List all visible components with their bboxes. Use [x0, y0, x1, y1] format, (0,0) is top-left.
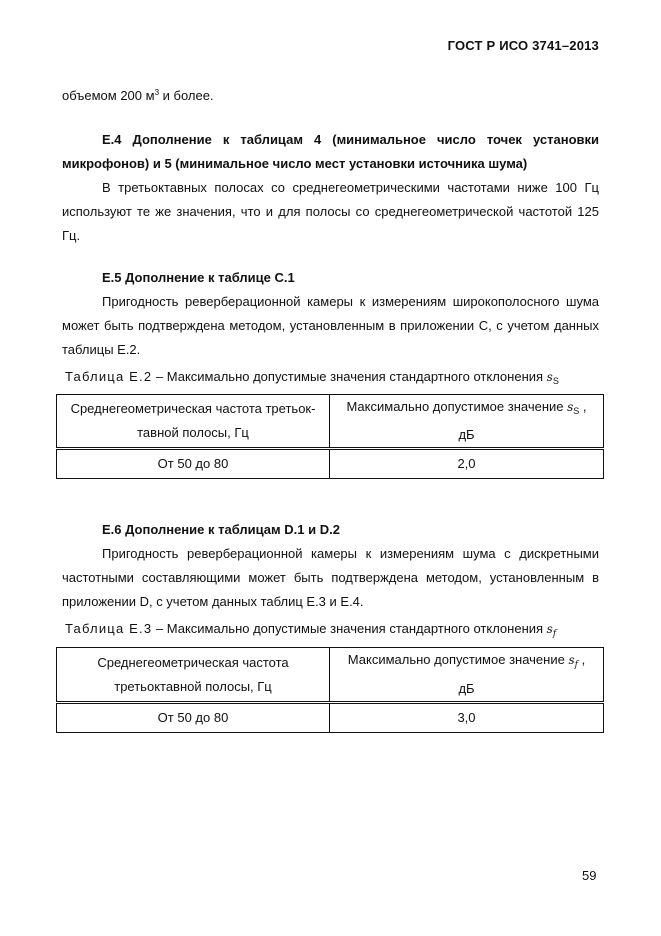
table-e2 — [56, 394, 604, 479]
table-e2-symbol: s — [546, 370, 553, 384]
table-e2-col1-header: Среднегеометрическая частота третьок-тавной полосы, Гц — [57, 395, 330, 449]
table-e2-col2-unit: дБ — [458, 427, 475, 442]
table-e3-col2-symbol: s — [568, 653, 575, 667]
page-number: 59 — [582, 868, 597, 883]
table-e2-col2-symbol-sub: S — [573, 406, 580, 416]
table-e2-freq-cell: От 50 до 80 — [57, 449, 330, 479]
table-e2-caption-label: Таблица Е.2 — [65, 369, 153, 384]
table-e3 — [56, 647, 604, 733]
table-e3-col2-unit: дБ — [458, 681, 475, 696]
table-e3-freq-cell: От 50 до 80 — [57, 703, 330, 733]
table-e3-caption-text: – Максимально допустимые значения стандартного отклонения — [152, 621, 547, 636]
table-e2-caption — [65, 369, 559, 386]
table-e3-symbol: s — [546, 622, 553, 636]
table-e2-value-cell: 2,0 — [330, 449, 604, 479]
table-e2-header-row — [57, 395, 604, 449]
table-e3-caption-label: Таблица Е.3 — [65, 621, 153, 636]
section-e5-body: Пригодность реверберационной камеры к измерениям широкополосного шума может быть подтверждена методом, установленным в приложении С, с учетом данных таблицы Е.2. — [62, 294, 599, 357]
table-e2-col2-symbol: s — [567, 400, 574, 414]
table-e2-caption-text: – Максимально допустимые значения стандартного отклонения — [152, 369, 547, 384]
intro-tail: и более. — [159, 88, 214, 103]
section-e6-heading: Е.6 Дополнение к таблицам D.1 и D.2 — [102, 522, 340, 537]
table-row — [57, 449, 604, 479]
section-e4-body: В третьоктавных полосах со среднегеометрическими частотами ниже 100 Гц используют те же значения, что и для полосы со среднегеометрической частотой 125 Гц. — [62, 180, 599, 243]
intro-text: объемом 200 м — [62, 88, 155, 103]
section-e6-body: Пригодность реверберационной камеры к измерениям шума с дискретными частотными составляющими может быть подтверждена методом, установленным в приложении D, с учетом данных таблиц Е.3 и Е.4. — [62, 546, 599, 609]
table-row — [57, 703, 604, 733]
intro-paragraph — [62, 84, 599, 108]
table-e3-col2-header: Максимально допустимое значение $s_f$ , дБ — [330, 648, 604, 703]
table-e3-header-row — [57, 648, 604, 703]
table-e2-col2-label: Максимально допустимое значение — [346, 399, 564, 414]
table-e3-col2-label: Максимально допустимое значение — [347, 652, 565, 667]
section-e4-heading: Е.4 Дополнение к таблицам 4 (минимальное число точек установки микрофонов) и 5 (минимальное число мест установки источника шума) — [62, 132, 599, 171]
table-e3-caption — [65, 621, 556, 639]
intro-superscript: 3 — [154, 88, 160, 97]
section-e5-heading: Е.5 Дополнение к таблице С.1 — [102, 270, 295, 285]
table-e3-col1-header: Среднегеометрическая частота третьоктавной полосы, Гц — [57, 648, 330, 703]
standard-header: ГОСТ Р ИСО 3741–2013 — [447, 38, 599, 53]
table-e3-value-cell: 3,0 — [330, 703, 604, 733]
table-e2-col2-header: Максимально допустимое значение $s_S$ , дБ — [330, 395, 604, 449]
table-e3-col2-symbol-sub: f — [574, 660, 578, 670]
table-e3-symbol-sub: f — [552, 629, 557, 639]
table-e2-symbol-sub: S — [552, 376, 559, 386]
